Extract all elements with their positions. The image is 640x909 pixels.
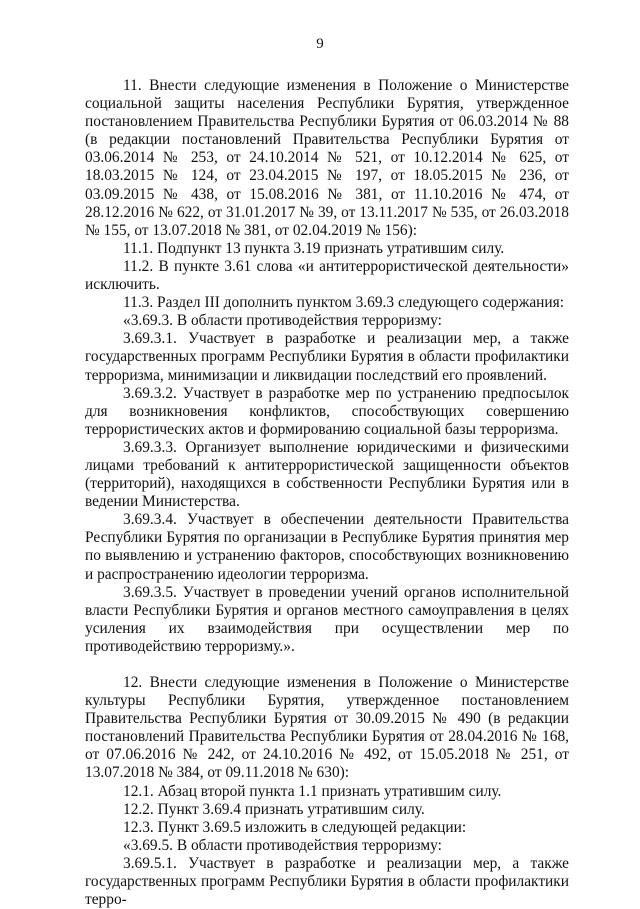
paragraph-3-69-3-2: 3.69.3.2. Участвует в разработке мер по устранению предпосылок для возникновения конфликтов, способствующих совершению террористических актов и формированию социальной базы терроризма. bbox=[85, 384, 569, 438]
paragraph-3-69-3-1: 3.69.3.1. Участвует в разработке и реализации мер, а также государственных программ Республики Бурятия в области профилактики терроризма, минимизации и ликвидации последствий его проявлений. bbox=[85, 330, 569, 384]
paragraph-item-12-3: 12.3. Пункт 3.69.5 изложить в следующей редакции: bbox=[123, 818, 467, 836]
paragraph-3-69-5-1: 3.69.5.1. Участвует в разработке и реализации мер, а также государственных программ Республики Бурятия в области профилактики терро- bbox=[85, 854, 569, 909]
page-number: 9 bbox=[316, 36, 324, 52]
paragraph-item-11-1: 11.1. Подпункт 13 пункта 3.19 признать утратившим силу. bbox=[123, 239, 505, 257]
paragraph-item-11-3: 11.3. Раздел III дополнить пунктом 3.69.3 следующего содержания: bbox=[123, 294, 564, 312]
paragraph-item-11-2: 11.2. В пункте 3.61 слова «и антитеррористической деятельности» исключить. bbox=[85, 257, 569, 294]
paragraph-3-69-3-5: 3.69.3.5. Участвует в проведении учений органов исполнительной власти Республики Бурятия и органов местного самоуправления в целях усиления их взаимодействия при осуществлении мер по противодействию терроризму.». bbox=[85, 583, 569, 655]
paragraph-3-69-3-3: 3.69.3.3. Организует выполнение юридическими и физическими лицами требований к антитеррористической защищенности объектов (территорий), находящихся в собственности Республики Бурятия или в ведении Министерства. bbox=[85, 438, 569, 511]
paragraph-item-11: 11. Внести следующие изменения в Положение о Министерстве социальной защиты населения Республики Бурятия, утвержденное постановлением Правительства Республики Бурятия от 06.03.2014 № 88 (в редакции постановлений Правительства Республики Бурятия от 03.06.2014 № 253, от 24.10.2014 № 521, от 10.12.2014 № 625, от 18.03.2015 № 124, от 23.04.2015 № 197, от 18.05.2015 № 236, от 03.09.2015 № 438, от 15.08.2016 № 381, от 11.10.2016 № 474, от 28.12.2016 № 622, от 31.01.2017 № 39, от 13.11.2017 № 535, от 26.03.2018 № 155, от 13.07.2018 № 381, от 02.04.2019 № 156): bbox=[85, 77, 569, 239]
paragraph-item-12-2: 12.2. Пункт 3.69.4 признать утратившим силу. bbox=[123, 800, 425, 818]
paragraph-item-12-1: 12.1. Абзац второй пункта 1.1 признать утратившим силу. bbox=[123, 782, 502, 800]
paragraph-section-3-69-5: «3.69.5. В области противодействия терроризму: bbox=[123, 836, 442, 854]
document-body bbox=[85, 77, 569, 909]
paragraph-item-12: 12. Внести следующие изменения в Положение о Министерстве культуры Республики Бурятия, утвержденное постановлением Правительства Республики Бурятия от 30.09.2015 № 490 (в редакции постановлений Правительства Республики Бурятия от 28.04.2016 № 168, от 07.06.2016 № 242, от 24.10.2016 № 492, от 15.05.2018 № 251, от 13.07.2018 № 384, от 09.11.2018 № 630): bbox=[85, 674, 569, 782]
paragraph-section-3-69-3: «3.69.3. В области противодействия терроризму: bbox=[123, 312, 442, 330]
paragraph-3-69-3-4: 3.69.3.4. Участвует в обеспечении деятельности Правительства Республики Бурятия по организации в Республике Бурятия принятия мер по выявлению и устранению факторов, способствующих возникновению и распространению идеологии терроризма. bbox=[85, 511, 569, 583]
